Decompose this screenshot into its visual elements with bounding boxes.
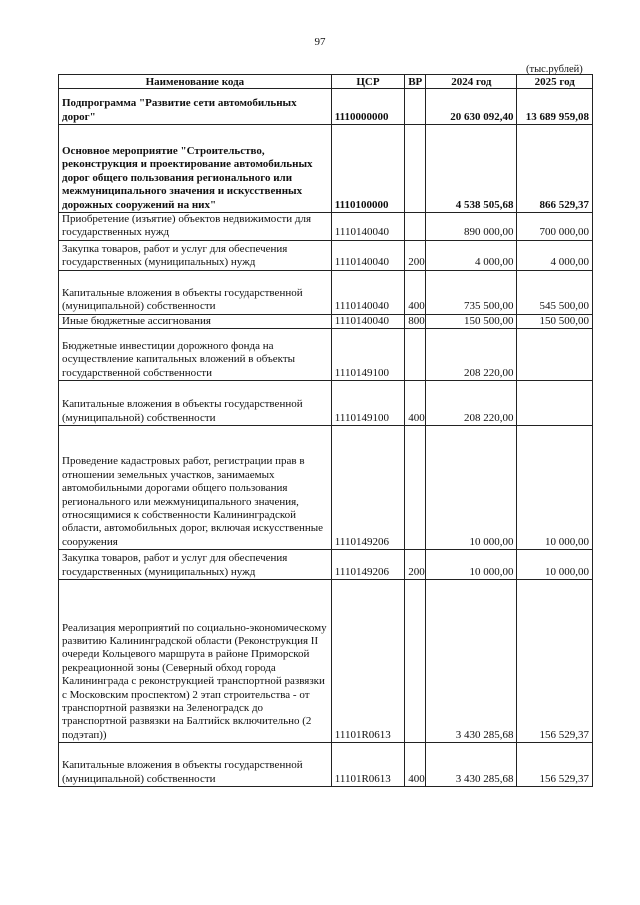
row-name: Подпрограмма "Развитие сети автомобильных дорог" [59,89,332,125]
row-2025: 4 000,00 [517,240,593,270]
row-vr: 200 [405,240,426,270]
row-2024: 890 000,00 [426,213,517,241]
row-vr: 200 [405,550,426,580]
row-2024: 20 630 092,40 [426,89,517,125]
row-csr: 1110149100 [331,329,404,381]
row-2024: 3 430 285,68 [426,580,517,743]
table-row [59,743,593,787]
row-csr: 1110140040 [331,240,404,270]
table-row [59,381,593,426]
table-row [59,213,593,241]
row-2025: 156 529,37 [517,743,593,787]
table-row [59,426,593,550]
table-row [59,329,593,381]
row-csr: 1110100000 [331,125,404,213]
row-csr: 1110000000 [331,89,404,125]
row-vr [405,329,426,381]
row-csr: 1110140040 [331,213,404,241]
row-csr: 1110140040 [331,270,404,314]
row-vr [405,125,426,213]
row-vr [405,426,426,550]
row-name: Капитальные вложения в объекты государственной (муниципальной) собственности [59,270,332,314]
table-row [59,270,593,314]
row-name: Иные бюджетные ассигнования [59,314,332,328]
row-name: Проведение кадастровых работ, регистрации прав в отношении земельных участков, занимаемых автомобильными дорогами общего пользования регионального или межмуниципального значения, относящимися к собственности Калининградской области, автомобильных дорог, включая искусственные сооружения [59,426,332,550]
page-number: 97 [314,36,326,48]
table-header-row [59,75,593,89]
row-2025: 10 000,00 [517,426,593,550]
row-vr: 400 [405,743,426,787]
row-2024: 3 430 285,68 [426,743,517,787]
table-row [59,314,593,328]
table-row [59,240,593,270]
row-name: Капитальные вложения в объекты государственной (муниципальной) собственности [59,381,332,426]
row-2025: 866 529,37 [517,125,593,213]
table-row [59,580,593,743]
row-csr: 1110149206 [331,550,404,580]
row-2024: 150 500,00 [426,314,517,328]
row-vr: 400 [405,270,426,314]
row-2024: 10 000,00 [426,426,517,550]
header-2024: 2024 год [426,75,517,89]
row-csr: 11101R0613 [331,580,404,743]
row-name: Закупка товаров, работ и услуг для обеспечения государственных (муниципальных) нужд [59,240,332,270]
unit-note: (тыс.рублей) [526,64,583,75]
row-vr [405,89,426,125]
row-2025: 13 689 959,08 [517,89,593,125]
row-2025: 10 000,00 [517,550,593,580]
header-2025: 2025 год [517,75,593,89]
header-vr: ВР [405,75,426,89]
row-2025: 545 500,00 [517,270,593,314]
row-2024: 10 000,00 [426,550,517,580]
row-2025: 700 000,00 [517,213,593,241]
row-vr [405,213,426,241]
row-name: Закупка товаров, работ и услуг для обеспечения государственных (муниципальных) нужд [59,550,332,580]
row-name: Реализация мероприятий по социально-экономическому развитию Калининградской области (Реконструкция II очереди Кольцевого маршрута в районе Приморской рекреационной зоны (Северный обход города Калининграда с реконструкцией транспортной развязки с Московским проспектом) 2 этап строительства - от транспортной развязки на Зеленоградск до транспортной развязки на Балтийск включительно (2 подэтап)) [59,580,332,743]
table-row [59,550,593,580]
row-vr: 800 [405,314,426,328]
row-2024: 208 220,00 [426,381,517,426]
row-2024: 208 220,00 [426,329,517,381]
row-name: Приобретение (изъятие) объектов недвижимости для государственных нужд [59,213,332,241]
row-csr: 1110149206 [331,426,404,550]
table-row [59,89,593,125]
table-row [59,125,593,213]
row-vr: 400 [405,381,426,426]
row-2024: 4 000,00 [426,240,517,270]
row-csr: 1110149100 [331,381,404,426]
row-csr: 11101R0613 [331,743,404,787]
header-csr: ЦСР [331,75,404,89]
row-2024: 735 500,00 [426,270,517,314]
budget-table [58,74,593,787]
row-name: Бюджетные инвестиции дорожного фонда на осуществление капитальных вложений в объекты государственной собственности [59,329,332,381]
row-2025: 150 500,00 [517,314,593,328]
row-name: Основное мероприятие "Строительство, реконструкция и проектирование автомобильных дорог общего пользования регионального или межмуниципального значения и искусственных дорожных сооружений на них" [59,125,332,213]
header-name: Наименование кода [59,75,332,89]
row-2025: 156 529,37 [517,580,593,743]
row-2025 [517,329,593,381]
row-name: Капитальные вложения в объекты государственной (муниципальной) собственности [59,743,332,787]
row-2025 [517,381,593,426]
row-vr [405,580,426,743]
row-2024: 4 538 505,68 [426,125,517,213]
row-csr: 1110140040 [331,314,404,328]
